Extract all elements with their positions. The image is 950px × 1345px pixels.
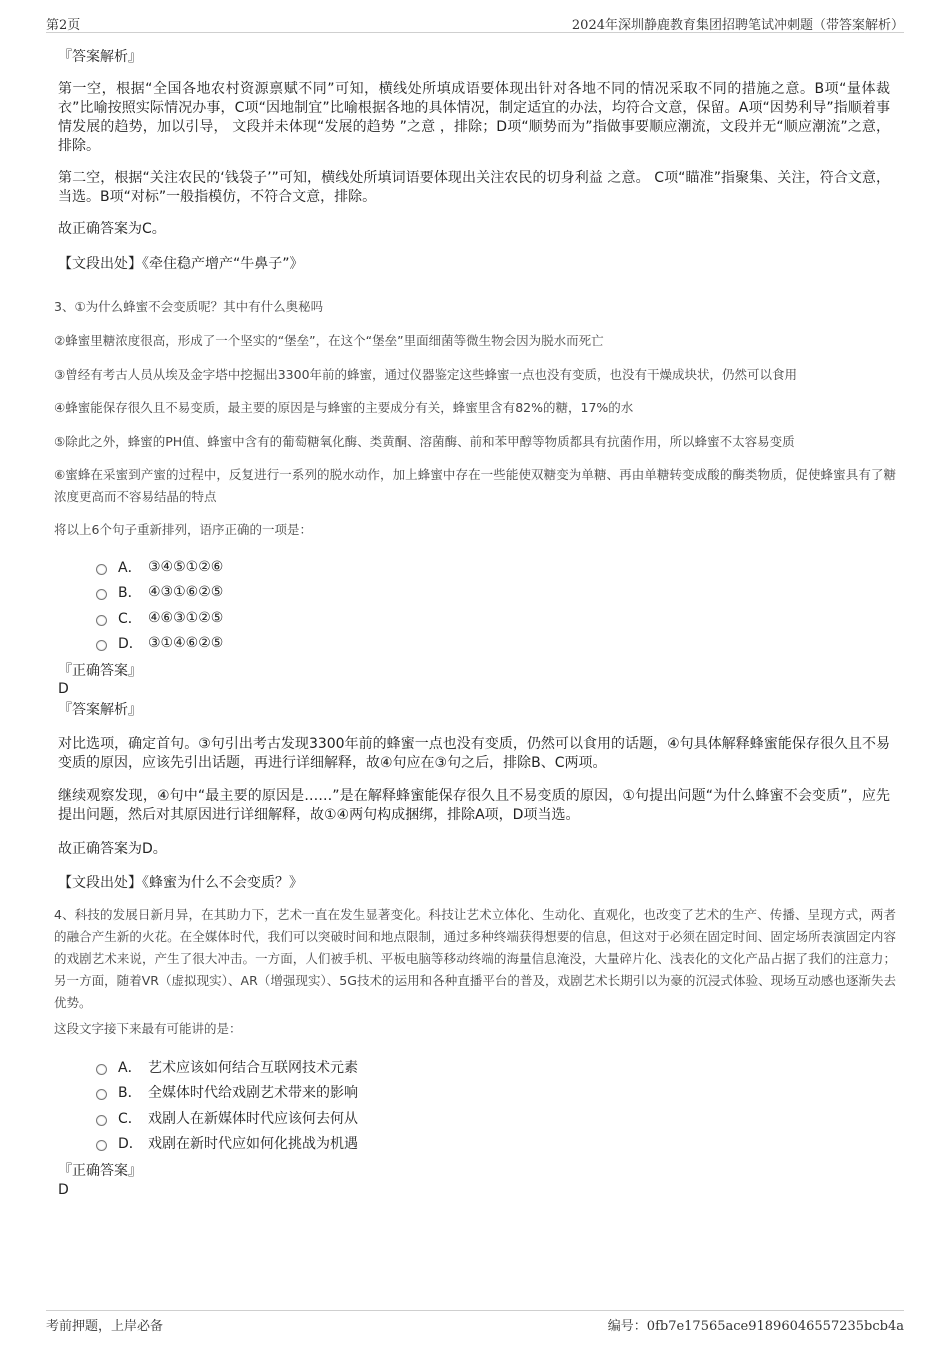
page-number: 第2页 xyxy=(46,18,81,33)
q3-sentence-1: 3、①为什么蜂蜜不会变质呢？其中有什么奥秘吗 xyxy=(54,299,324,314)
option-key: C． xyxy=(118,1111,142,1127)
q2-analysis-para1: 第一空，根据“全国各地农村资源禀赋不同”可知，横线处所填成语要体现出针对各地不同的情况采取不同的措施之意。B项“量体裁衣”比喻按照实际情况办事，C项“因地制宜”比喻根据各地的具体情况，制定适宜的办法，均符合文意，保留。A项“因势利导”指顺着事情发展的趋势，加以引导， 文段并未体现“发展的趋势 ”之意 ，排除；D项“顺势而为”指做事要顺应潮流，文段并无“顺应潮流”之意，排除。 xyxy=(58,81,890,154)
option-key: C． xyxy=(118,611,142,627)
option-text: ④⑥③①②⑤ xyxy=(148,610,224,626)
q3-sentence-2: ②蜂蜜里糖浓度很高，形成了一个坚实的“堡垒”，在这个“堡垒”里面细菌等微生物会因为脱水而死亡 xyxy=(54,333,604,348)
option-text: ③①④⑥②⑤ xyxy=(148,635,224,651)
q2-analysis-para2: 第二空，根据“关注农民的‘钱袋子’”可知，横线处所填词语要体现出关注农民的切身利益 之意。 C项“瞄准”指聚集、关注，符合文意，当选。B项“对标”一般指模仿，不符合文意，排除。 xyxy=(58,170,890,205)
q3-option-a[interactable] xyxy=(96,556,223,578)
q3-sentence-4: ④蜂蜜能保存很久且不易变质，最主要的原因是与蜂蜜的主要成分有关，蜂蜜里含有82%的糖，17%的水 xyxy=(54,400,634,415)
option-key: D． xyxy=(118,636,143,652)
page-header xyxy=(46,12,904,33)
radio-icon[interactable] xyxy=(96,1089,107,1100)
footer-code xyxy=(608,1315,904,1334)
q3-source: 【文段出处】《蜂蜜为什么不会变质？》 xyxy=(58,875,303,891)
option-key: A． xyxy=(118,560,142,576)
q3-analysis-para1: 对比选项，确定首句。③句引出考古发现3300年前的蜂蜜一点也没有变质，仍然可以食用的话题，④句具体解释蜂蜜能保存很久且不易变质的原因，应该先引出话题，再进行详细解释，故④句应在③句之后，排除B、C两项。 xyxy=(58,736,890,771)
q3-conclusion: 故正确答案为D。 xyxy=(58,841,167,857)
footer-code-value: 0fb7e17565ace91896046557235bcb4a xyxy=(646,1319,904,1334)
q3-answer-label: 『正确答案』 xyxy=(58,663,142,679)
q4-stem: 4、科技的发展日新月异，在其助力下，艺术一直在发生显著变化。科技让艺术立体化、生动化、直观化，也改变了艺术的生产、传播、呈现方式，两者的融合产生新的火花。在全媒体时代，我们可以突破时间和地点限制，通过多种终端获得想要的信息，但这对于必须在固定时间、固定场所表演固定内容的戏剧艺术来说，产生了很大冲击。一方面，人们被手机、平板电脑等移动终端的海量信息淹没，大量碎片化、浅表化的文化产品占据了我们的注意力；另一方面，随着VR（虚拟现实）、AR（增强现实）、5G技术的运用和各种直播平台的普及，戏剧艺术长期引以为豪的沉浸式体验、现场互动感也逐渐失去优势。 xyxy=(54,907,896,1010)
radio-icon[interactable] xyxy=(96,564,107,575)
q4-prompt: 这段文字接下来最有可能讲的是： xyxy=(54,1021,242,1036)
q4-option-b[interactable] xyxy=(96,1081,358,1103)
q4-option-c[interactable] xyxy=(96,1107,358,1129)
radio-icon[interactable] xyxy=(96,615,107,626)
option-text: 戏剧人在新媒体时代应该何去何从 xyxy=(148,1111,358,1127)
page-footer xyxy=(46,1310,904,1335)
option-text: 艺术应该如何结合互联网技术元素 xyxy=(148,1060,358,1076)
q3-analysis-para2: 继续观察发现，④句中“最主要的原因是……”是在解释蜂蜜能保存很久且不易变质的原因，①句提出问题“为什么蜂蜜不会变质”，应先提出问题，然后对其原因进行详细解释，故①④两句构成捆绑，排除A项，D项当选。 xyxy=(58,788,890,823)
option-key: D． xyxy=(118,1136,143,1152)
radio-icon[interactable] xyxy=(96,1140,107,1151)
radio-icon[interactable] xyxy=(96,589,107,600)
option-text: ④③①⑥②⑤ xyxy=(148,584,224,600)
q3-sentence-5: ⑤除此之外，蜂蜜的PH值、蜂蜜中含有的葡萄糖氧化酶、类黄酮、溶菌酶、前和苯甲醇等物质都具有抗菌作用，所以蜂蜜不太容易变质 xyxy=(54,434,795,449)
footer-slogan: 考前押题，上岸必备 xyxy=(46,1319,164,1334)
document-title: 2024年深圳静鹿教育集团招聘笔试冲刺题（带答案解析） xyxy=(571,18,904,33)
q4-answer: D xyxy=(58,1182,69,1198)
q3-option-b[interactable] xyxy=(96,581,223,603)
radio-icon[interactable] xyxy=(96,1115,107,1126)
q4-option-d[interactable] xyxy=(96,1132,358,1154)
radio-icon[interactable] xyxy=(96,640,107,651)
q2-conclusion: 故正确答案为C。 xyxy=(58,221,166,237)
q3-answer: D xyxy=(58,681,69,697)
option-text: ③④⑤①②⑥ xyxy=(148,559,224,575)
q3-analysis-label: 『答案解析』 xyxy=(58,702,142,718)
option-key: B． xyxy=(118,1085,142,1101)
footer-code-label: 编号： xyxy=(607,1319,647,1334)
option-text: 戏剧在新时代应如何化挑战为机遇 xyxy=(148,1136,358,1152)
q3-sentence-6: ⑥蜜蜂在采蜜到产蜜的过程中，反复进行一系列的脱水动作，加上蜂蜜中存在一些能使双糖变为单糖、再由单糖转变成酸的酶类物质，促使蜂蜜具有了糖浓度更高而不容易结晶的特点 xyxy=(54,467,896,504)
q4-answer-label: 『正确答案』 xyxy=(58,1163,142,1179)
option-key: B． xyxy=(118,585,142,601)
option-key: A． xyxy=(118,1060,142,1076)
q3-option-c[interactable] xyxy=(96,607,223,629)
radio-icon[interactable] xyxy=(96,1064,107,1075)
q3-prompt: 将以上6个句子重新排列，语序正确的一项是： xyxy=(54,522,312,537)
q3-sentence-3: ③曾经有考古人员从埃及金字塔中挖掘出3300年前的蜂蜜，通过仪器鉴定这些蜂蜜一点也没有变质，也没有干燥成块状，仍然可以食用 xyxy=(54,367,798,382)
q2-analysis-label: 『答案解析』 xyxy=(58,49,142,65)
q2-source: 【文段出处】《牵住稳产增产“牛鼻子”》 xyxy=(58,256,304,272)
q4-option-a[interactable] xyxy=(96,1056,358,1078)
q3-option-d[interactable] xyxy=(96,632,223,654)
option-text: 全媒体时代给戏剧艺术带来的影响 xyxy=(148,1085,358,1101)
